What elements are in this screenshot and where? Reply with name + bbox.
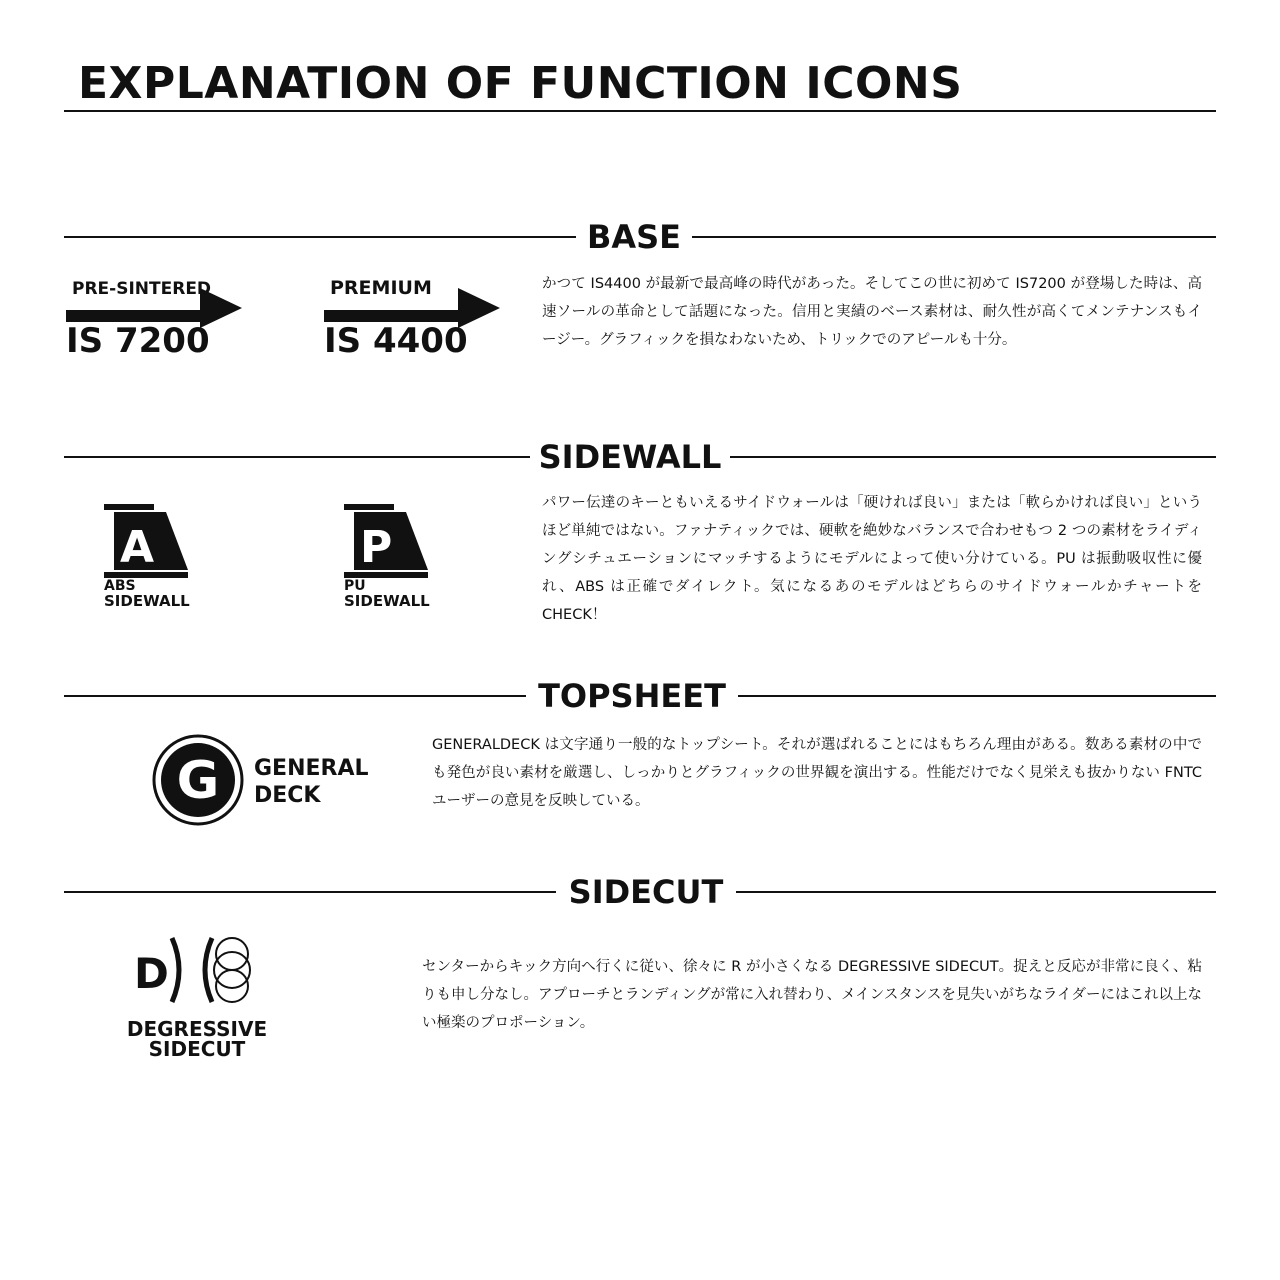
pu-sidewall-icon: [340, 500, 440, 612]
sidecut-description: センターからキック方向へ行くに従い、徐々に R が小さくなる DEGRESSIVE SIDECUT。捉えと反応が非常に良く、粘りも申し分なし。アプローチとランディングが常に入れ替わり、メインスタンスを見失いがちなライダーにはこれ以上ない極楽のプロポーション。: [422, 959, 1202, 1031]
divider-right: [736, 891, 1216, 893]
section-header-sidewall: [64, 437, 1216, 477]
section-title-topsheet: TOPSHEET: [538, 677, 726, 715]
sidewall-line2: SIDEWALL: [104, 592, 190, 610]
sidecut-letter: D: [134, 949, 169, 998]
title-divider: [64, 110, 1216, 112]
abs-sidewall-badge: [100, 500, 200, 612]
divider-left: [64, 891, 556, 893]
sidewall-letter: A: [120, 522, 155, 573]
section-title-sidecut: SIDECUT: [568, 873, 724, 911]
divider-right: [738, 695, 1216, 697]
is7200-base-icon: [64, 270, 246, 360]
sidewall-letter: P: [360, 522, 393, 573]
sidewall-line1: ABS: [104, 578, 136, 594]
sidewall-description: パワー伝達のキーともいえるサイドウォールは「硬ければ良い」または「軟らかければ良い」というほど単純ではない。ファナティックでは、硬軟を絶妙なバランスで合わせもつ 2 つの素材をライディングシチュエーションにマッチするようにモデルによって使い分けている。PU は振動吸収性に優れ、ABS は正確でダイレクト。気になるあのモデルはどちらのサイドウォールかチャートを CHECK！: [542, 495, 1202, 623]
is4400-base-icon: [322, 270, 504, 360]
section-header-sidecut: [64, 872, 1216, 912]
sidewall-line1: PU: [344, 578, 366, 594]
topsheet-letter: G: [176, 751, 220, 811]
section-header-topsheet: [64, 676, 1216, 716]
general-deck-badge: [150, 730, 370, 830]
section-title-sidewall: SIDEWALL: [538, 438, 722, 476]
arrow-icon: [322, 270, 504, 360]
topsheet-description: GENERALDECK は文字通り一般的なトップシート。それが選ばれることにはもちろん理由がある。数ある素材の中でも発色が良い素材を厳選し、しっかりとグラフィックの世界観を演出する。性能だけでなく見栄えも抜かりない FNTC ユーザーの意見を反映している。: [432, 737, 1202, 809]
divider-left: [64, 236, 576, 238]
general-deck-icon: [150, 730, 370, 830]
base-icon-top-label: PREMIUM: [330, 277, 432, 299]
degressive-sidecut-badge: [122, 928, 272, 1064]
base-icon-top-label: PRE-SINTERED: [72, 279, 212, 299]
pu-sidewall-badge: [340, 500, 440, 612]
degressive-sidecut-icon: [122, 928, 272, 1064]
divider-left: [64, 456, 530, 458]
base-icon-main-label: IS 7200: [66, 321, 210, 360]
topsheet-line1: GENERAL: [254, 756, 369, 781]
abs-sidewall-icon: [100, 500, 200, 612]
divider-right: [730, 456, 1216, 458]
divider-right: [692, 236, 1216, 238]
base-icon-main-label: IS 4400: [324, 321, 468, 360]
sidewall-line2: SIDEWALL: [344, 592, 430, 610]
sidecut-line2: SIDECUT: [148, 1037, 246, 1061]
base-description: かつて IS4400 が最新で最高峰の時代があった。そしてこの世に初めて IS7200 が登場した時は、高速ソールの革命として話題になった。信用と実績のベース素材は、耐久性が高くてメンテナンスもイージー。グラフィックを損なわないため、トリックでのアピールも十分。: [542, 276, 1202, 348]
sidecut-line1: DEGRESSIVE: [126, 1017, 268, 1041]
topsheet-line2: DECK: [254, 783, 321, 808]
arrow-icon: [64, 270, 246, 360]
section-title-base: BASE: [586, 218, 682, 256]
divider-left: [64, 695, 526, 697]
page-title: EXPLANATION OF FUNCTION ICONS: [78, 58, 963, 109]
section-header-base: [64, 217, 1216, 257]
